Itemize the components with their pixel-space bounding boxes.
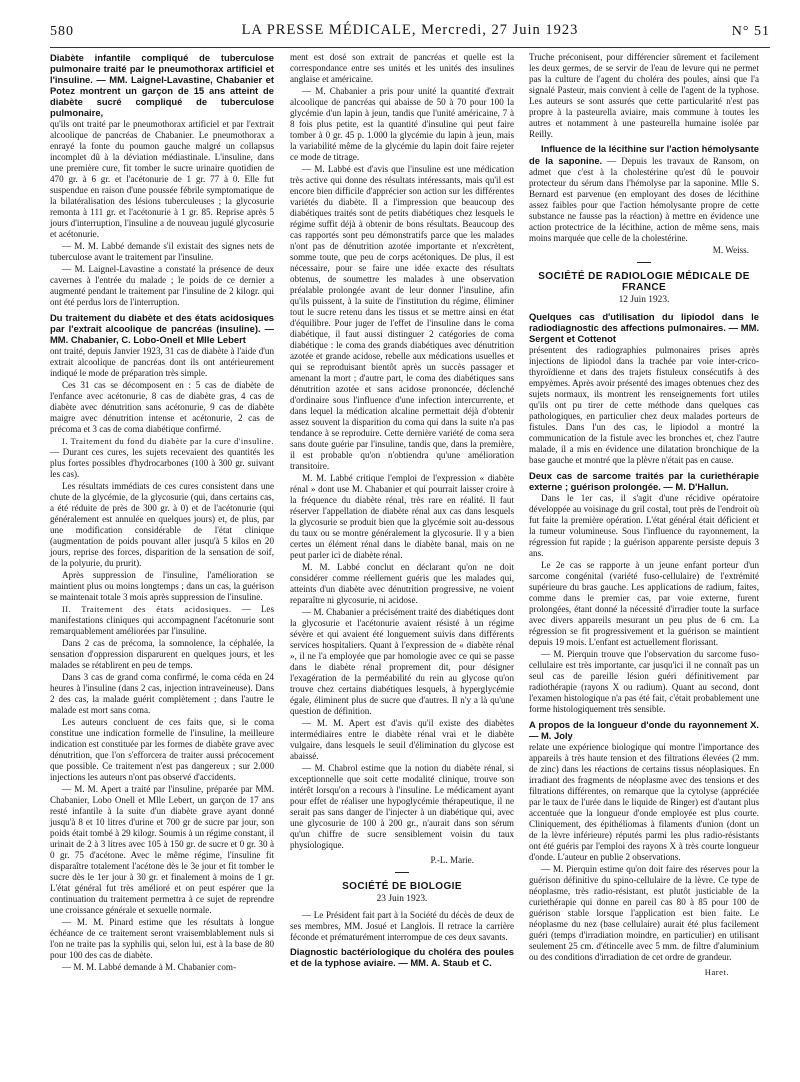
paragraph: présentent des radiographies pulmonaires prises après injections de lipiodol dans la trachée par voie inter-crico-thyroïdienne et dans des trajets fistuleux consécutifs à des empyèmes. Après avoir présenté des images obtenues chez des sujets normaux, ils montrent les renseignements fort utiles qu'ils ont pu tirer de cette méthode dans quelques cas pathologiques, en particulier chez deux malades porteurs de fistules. Dans l'un des cas, le lipiodol a montré la communication de la fistule avec les bronches et, chez l'autre malade, il a mis en évidence une dilatation bronchique de la base gauche et montré que la plèvre n'était pas en cause. (529, 345, 759, 465)
journal-title: LA PRESSE MÉDICALE, Mercredi, 27 Juin 1923 (241, 22, 579, 38)
paragraph: Truche préconisent, pour différencier sûrement et facilement les deux germes, de se servir de l'eau de levure qui ne permet pas la culture de l'agent du choléra des poules, ainsi que l'a signalé Pasteur, mais convient à celle de l'agent de la typhose. Les auteurs se sont assurés que cette particularité n'est pas propre à la pasteurella aviaire, mais commune à toutes les autres et notamment à une pasteurella humaine isolée par Reilly. (529, 52, 759, 139)
column-1 (50, 52, 274, 974)
column-2 (290, 52, 514, 969)
signature: M. Weiss. (712, 245, 749, 255)
subsection (50, 436, 274, 480)
paragraph: Les auteurs concluent de ces faits que, si le coma constitue une indication formelle de l'insuline, la meilleure indication est constituée par les formes de diabète grave avec dénutrition, que l'on s'efforcera de traiter aussi précocement que possible. Ce traitement n'est pas dangereux ; sur 2.000 injections les auteurs n'ont pas observé d'accidents. (50, 717, 274, 782)
section-heading: SOCIÉTÉ DE RADIOLOGIE MÉDICALE DE FRANCE (538, 271, 750, 293)
subsection-heading: I. Traitement du fond du diabète par la cure d'insuline. (62, 437, 274, 446)
article-title: A propos de la longueur d'onde du rayonnement X. — M. Joly (529, 719, 759, 741)
paragraph: Dans 3 cas de grand coma confirmé, le coma céda en 24 heures à l'insuline (dans 2 cas, injection intraveineuse). Dans 2 des cas, la malade guérit complètement ; dans l'autre le malade est mort sans coma. (50, 672, 274, 715)
paragraph: Dans 2 cas de précoma, la somnolence, la céphalée, la sensation d'oppression disparurent en quelques jours, et les malades se rétablirent en peu de temps. (50, 638, 274, 670)
paragraph: M. M. Labbé conclut en déclarant qu'on ne doit considérer comme réellement guéris que les malades qui, atteints d'un diabète avec dénutrition progressive, ne voient reparaître ni glycosurie, ni acidose. (290, 562, 514, 605)
paragraph: M. M. Labbé critique l'emploi de l'expression « diabète rénal » dont use M. Chabanier et qui pourrait laisser croire à la fréquence du diabète rénal, très rare en réalité. Il faut réserver l'appellation de diabète rénal aux cas dans lesquels la glycosurie se produit bien que la glycémie soit au-dessous du taux ou se montre généralement la glycosurie. Il y a bien certes un élément rénal dans le diabète banal, mais on ne peut parler ici de diabète rénal. (290, 473, 514, 560)
signature: Haret. (704, 967, 729, 977)
section-heading: SOCIÉTÉ DE BIOLOGIE (342, 881, 462, 892)
paragraph: — Le Président fait part à la Société du décès de deux de ses membres, MM. Josué et Langlois. Il retrace la carrière féconde et prématurément interrompue de ces deux savants. (290, 910, 514, 942)
article-title: Influence de la lécithine sur l'action hémolysante de la saponine. (529, 143, 759, 166)
paragraph: ment est dosé son extrait de pancréas et quelle est la correspondance entre ses unités et les unités des insulines anglaise et américaine. (290, 52, 514, 84)
page-header (50, 22, 770, 44)
article-text: — Depuis les travaux de Ransom, on admet que c'est à la cholestérine qu'est dû le pouvoir protecteur du sérum dans l'hémolyse par la saponine. Mlle S. Bernard est parvenue (en employant des doses de lécithine assez faibles pour que l'action hémolysante propre de cette substance ne fausse pas la réaction) à mettre en évidence une action protectrice de la lécithine, action de même sens, mais moins marquée que celle de la cholestérine. (529, 156, 759, 243)
page-number: 580 (50, 24, 74, 39)
section-date: 12 Juin 1923. (618, 295, 670, 305)
subsection (50, 604, 274, 637)
paragraph (529, 143, 759, 244)
paragraph: — M. M. Apert est d'avis qu'il existe des diabètes intermédiaires entre le diabète rénal vrai et le diabète vulgaire, dans lesquels le seuil d'élimination du glycose est abaissé. (290, 718, 514, 761)
article-title: Deux cas de sarcome traités par la curiethérapie externe ; guérison prolongée. — M. D'Hallun. (529, 470, 759, 492)
paragraph: — M. M. Labbé demande à M. Chabanier com- (62, 962, 236, 972)
paragraph: Après suppression de l'insuline, l'amélioration se maintient plus ou moins longtemps ; dans un cas, la guérison se maintenait totale 3 mois après suppression de l'insuline. (50, 570, 274, 602)
paragraph: — M. Pierquin estime qu'on doit faire des réserves pour la guérison définitive du spino-cellulaire de la lèvre. Ce type de néoplasme, très radio-résistant, est plutôt justiciable de la curiethérapie qui donne en pareil cas 80 à 85 pour 100 de guérison stable lorsque l'application est bien faite. Le néoplasme du nez (base cellulaire) aurait été plus facilement guéri (temps d'irradiation moindre, en particulier) en utilisant seulement 25 cm. d'étincelle avec 5 mm. de filtre d'aluminium ou des conditions d'irradiation de cet ordre de grandeur. (529, 864, 759, 962)
issue-number: N° 51 (731, 24, 770, 39)
paragraph: Dans le 1er cas, il s'agit d'une récidive opératoire développée au voisinage du gril costal, tout près de l'endroit où fut faite la première opération. L'état général était déficient et la tumeur volumineuse. Sous l'influence du rayonnement, la régression fut rapide ; la guérison apparente persiste depuis 3 ans. (529, 493, 759, 558)
paragraph: qu'ils ont traité par le pneumothorax artificiel et par l'extrait alcoolique de pancréas de Chabanier. Le pneumothorax a enrayé la fonte du poumon gauche malgré un collapsus incomplet dû à la déviation médiastinale. L'insuline, dans une première cure, fit tomber le sucre urinaire quotidien de 470 gr. à 6 gr. et l'acétonurie de 1 gr. 77 à 0. Elle fut suspendue en raison d'une poussée fébrile symptomatique de la bilatéralisation des lésions tuberculeuses ; la glycosurie remonta à 111 gr. et l'acétonurie à 1 gr. 85. Reprise après 5 jours d'interruption, l'insuline a de nouveau jugulé glycosurie et acétonurie. (50, 119, 274, 239)
header-rule (50, 47, 770, 48)
subsection-heading: II. Traitement des états acidosiques. (62, 605, 232, 614)
paragraph: — M. Labbé est d'avis que l'insuline est une médication très active qui donne des résultats intéressants, mais qu'il est encore bien difficile d'apprécier son action sur les différentes variétés du diabète. Il a l'impression que beaucoup des diabétiques traités sont de petits diabétiques chez lesquels le régime suffit déjà à obtenir de bons résultats. Beaucoup des cas rapportés sont peu démonstratifs parce que les malades n'ont pas de dénutrition azotée importante et n'excrètent, somme toute, que peu de corps acétoniques. De plus, il est nécessaire, pour se faire une idée exacte des résultats obtenus, de soumettre les malades à une observation préalable prolongée avant de leur donner l'insuline, afin qu'ils puissent, à la suite de l'institution du régime, éliminer tout le sucre retenu dans les tissus et se mettre ainsi en état d'équilibre. Pour juger de l'effet de l'insuline dans le coma diabétique, il faut aussi distinguer 2 catégories de coma diabétique : le coma des grands diabétiques avec dénutrition azotée et grande acidose, rebelle aux médications usuelles et qui se reproduisant bientôt après un succès passager et amenant la mort ; d'autre part, le coma des diabétiques sans dénutrition azotée et sans acidose prononcée, déclenché d'ordinaire sous l'influence d'une infection intercurrente, et dans lequel la médication alcaline permettait déjà d'obtenir assez souvent la disparition du coma qui dans la suite n'a pas tendance à se reproduire. Cette dernière variété de coma sera sans doute guérie par l'insuline, tandis que, dans la première, il est probable qu'on n'obtiendra qu'une amélioration transitoire. (290, 164, 514, 471)
paragraph: Les résultats immédiats de ces cures consistent dans une chute de la glycémie, de la glycosurie (qui, dans certains cas, a été réduite de près de 300 gr. à 0) et de l'acétonurie (qui généralement est annulée en quelques jours) et, de plus, par une modification considérable de l'état clinique (augmentation de poids pouvant aller jusqu'à 5 kilos en 20 jours, reprise des forces, disparition de la sensation de soif, de la polyurie, du prurit). (50, 481, 274, 568)
column-3 (529, 52, 759, 978)
paragraph: — M. M. Pinard estime que les résultats à longue échéance de ce traitement seront vraisemblablement nuls si l'on ne traite pas la syphilis qui, selon lui, est à la base de 80 pour 100 des cas de diabète. (50, 917, 274, 960)
separator-rule (395, 872, 409, 873)
paragraph: relate une expérience biologique qui montre l'importance des appareils à très haute tension et des filtrations élevées (2 mm. de zinc) dans les réactions de certains tissus néoplasiques. En irradiant des fragments de néoplasme avec des tensions et des filtrations différentes, on remarque que la cytolyse (appréciée par le taux de l'urée dans le liquide de Ringer) est d'autant plus accentuée que la longueur d'onde employée est plus courte. Cliniquement, des épithéliomas à filaments d'union (dont un de la lèvre inférieure) réputés parmi les plus radio-résistants ont été guéris par l'emploi des rayons X à très courte longueur d'onde. L'auteur en publie 2 observations. (529, 742, 759, 862)
paragraph: ont traité, depuis Janvier 1923, 31 cas de diabète à l'aide d'un extrait alcoolique de pancréas dont ils ont antérieurement indiqué le mode de préparation très simple. (50, 346, 274, 378)
paragraph: — M. M. Apert a traité par l'insuline, préparée par MM. Chabanier, Lobo Onell et Mlle Lebert, un garçon de 17 ans resté infantile à la suite d'un diabète grave ayant donné jusqu'à 8 et 10 litres d'urine et 700 gr de sucre par jour, son poids était tombé à 29 kilogr. Soumis à un régime constant, il urinait de 2 à 3 litres avec 105 à 150 gr. de sucre et 0 gr. 30 à 0 gr. 75 d'acétone. Avec le même régime, l'insuline fit disparaître totalement l'acétone dès le 3e jour et fit tomber le sucre dès le 1er jour à 30 gr. et finalement à moins de 1 gr. L'état général fut très amélioré et on peut espérer que la continuation du traitement permettra à ce sujet de reprendre une croissance générale et sexuelle normale. (50, 784, 274, 915)
signature: P.-L. Marie. (430, 855, 474, 865)
paragraph: — M. Chabanier a précisément traité des diabétiques dont la glycosurie et l'acétonurie avaient résisté à un régime sévère et qui avaient été longuement suivis dans différents services hospitaliers. Quant à l'expression de « diabète rénal », il ne l'a employée que par homologie avec ce qui se passe dans le diabète rénal proprement dit, pour désigner l'exagération de la perméabilité du rein au glycose qu'on trouve chez certains diabétiques lesquels, à hyperglycémie égale, éliminent plus de sucre que d'autres. Il n'y a là qu'une question de définition. (290, 607, 514, 716)
paragraph: — M. M. Labbé demande s'il existait des signes nets de tuberculose avant le traitement par l'insuline. (50, 241, 274, 262)
separator-rule (637, 262, 651, 263)
section-date: 23 Juin 1923. (376, 894, 428, 904)
article-title: Quelques cas d'utilisation du lipiodol dans le radiodiagnostic des affections pulmonaires. — MM. Sergent et Cottenot (529, 311, 759, 344)
paragraph: — M. Pierquin trouve que l'observation du sarcome fuso-cellulaire est très importante, car jusqu'ici il ne connaît pas un seul cas de pareille lésion guéri définitivement par radiothérapie (rayons X ou radium). Quant au second, dont l'examen histologique n'a pas été fait, c'était probablement une forme histologiquement très sensible. (529, 649, 759, 714)
article-title: Diabète infantile compliqué de tuberculose pulmonaire traité par le pneumothorax artificiel et l'insuline. — MM. Laignel-Lavastine, Chabanier et Potez montrent un garçon de 15 ans atteint de diabète sucré compliqué de tuberculose pulmonaire, (50, 52, 274, 118)
paragraph: Ces 31 cas se décomposent en : 5 cas de diabète de l'enfance avec acétonurie, 8 cas de diabète gras, 4 cas de diabète avec dénutrition sans acétonurie, 9 cas de diabète maigre avec dénutrition intense et acétonurie, 2 cas de précoma et 3 cas de coma diabétique confirmé. (50, 380, 274, 434)
subsection-text: — Durant ces cures, les sujets recevaient des quantités les plus fortes possibles d'hydrocarbones (100 à 300 gr. suivant les cas). (50, 447, 274, 479)
paragraph: — M. Laignel-Lavastine a constaté la présence de deux cavernes à l'entrée du malade ; le poids de ce dernier a augmenté pendant le traitement par l'insuline de 2 kilogr. qui ont été perdus lors de l'interruption. (50, 264, 274, 307)
paragraph: Le 2e cas se rapporte à un jeune enfant porteur d'un sarcome congénital (variété fuso-cellulaire) de l'extrémité supérieure du bras gauche. Les applications de radium, faites, comme dans le premier cas, par voie externe, furent prolongées, étant donné la nécessité d'irradier toute la surface avec divers appareils mesurant un peu plus de 6 cm. La régression se fit progressivement et la guérison se maintient depuis 19 mois. L'enfant est actuellement florissant. (529, 560, 759, 647)
article-title: Diagnostic bactériologique du choléra des poules et de la typhose aviaire. — MM. A. Staub et C. (290, 946, 514, 968)
paragraph: — M. Chabrol estime que la notion du diabète rénal, si exceptionnelle que soit cette modalité clinique, trouve son intérêt lorsqu'on a recours à l'insuline. Le médicament ayant pour effet de réaliser une hypoglycémie thérapeutique, il ne serait pas sans danger de l'injecter à un diabétique qui, avec une glycosurie de 100 à 200 gr., n'aurait dans son sérum qu'un chiffre de sucre sensiblement voisin du taux physiologique. (290, 763, 514, 850)
article-title: Du traitement du diabète et des états acidosiques par l'extrait alcoolique de pancréas (insuline). — MM. Chabanier, C. Lobo-Onell et Mlle Lebert (50, 312, 274, 345)
subsection-text: — Les manifestations cliniques qui accompagnent l'acétonurie sont remarquablement améliorées par l'insuline. (50, 604, 274, 636)
paragraph: — M. Chabanier a pris pour unité la quantité d'extrait alcoolique de pancréas qui abaisse de 50 à 70 pour 100 la glycémie d'un lapin à jeun, tandis que l'unité américaine, 7 à 8 fois plus petite, est la quantité d'insuline qui peut faire tomber à 0 gr. 45 p. 1.000 la glycémie du lapin à jeun, mais la variabilité même de la glycémie du lapin doit faire rejeter ce mode de titrage. (290, 86, 514, 162)
